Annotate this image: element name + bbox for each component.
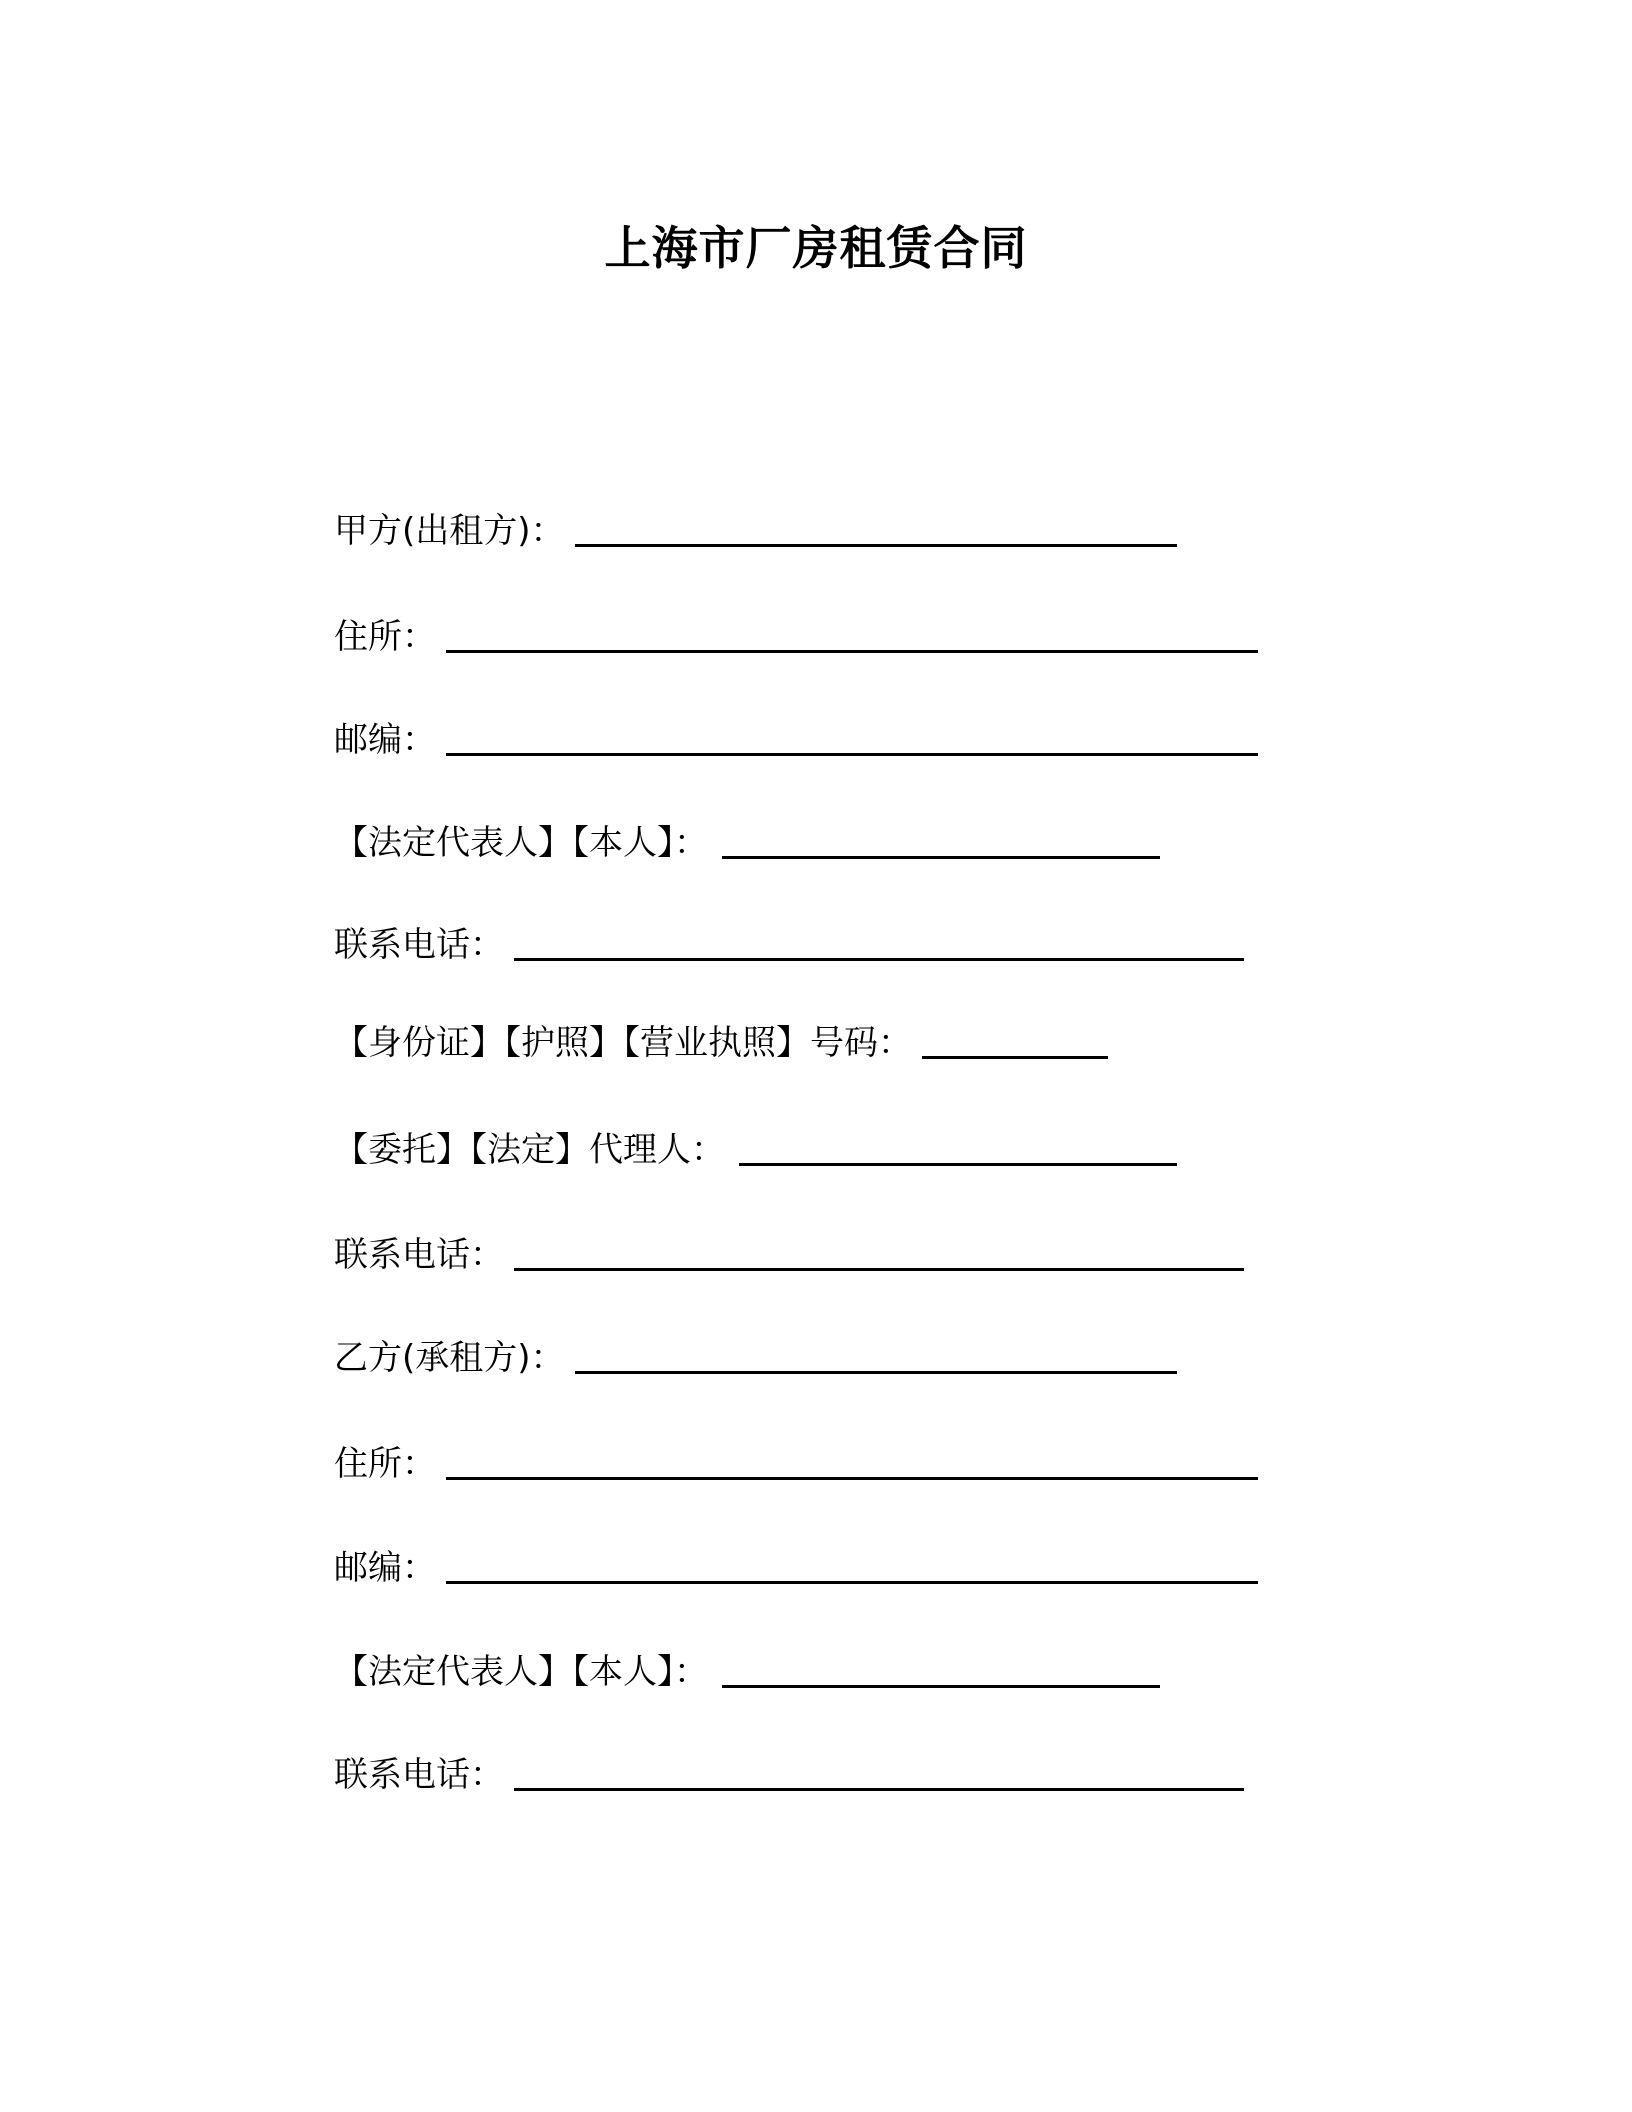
lessor-agent-phone-field	[334, 1227, 1244, 1277]
blank-line	[739, 1163, 1177, 1166]
lessor-address-field	[334, 609, 1258, 659]
field-label: 住所：	[334, 1444, 436, 1484]
blank-line	[575, 1371, 1177, 1374]
blank-line	[446, 650, 1258, 653]
field-label: 邮编：	[334, 720, 436, 760]
document-title: 上海市厂房租赁合同	[604, 221, 1028, 275]
field-label: 乙方(承租方)：	[334, 1338, 565, 1378]
blank-line	[514, 1268, 1244, 1271]
field-label: 甲方(出租方)：	[334, 511, 565, 551]
blank-line	[722, 856, 1160, 859]
lessor-agent-field	[334, 1122, 1177, 1172]
lessee-name-field	[334, 1330, 1177, 1380]
lessor-phone-field	[334, 917, 1244, 967]
field-label: 联系电话：	[334, 925, 504, 965]
blank-line	[922, 1056, 1108, 1059]
lessor-representative-field	[334, 815, 1160, 865]
lessee-phone-field	[334, 1747, 1244, 1797]
blank-line	[722, 1685, 1160, 1688]
blank-line	[514, 958, 1244, 961]
blank-line	[446, 1477, 1258, 1480]
lessor-id-number-field	[334, 1015, 1108, 1065]
field-label: 【法定代表人】【本人】：	[334, 1652, 708, 1692]
blank-line	[514, 1788, 1244, 1791]
lessee-postcode-field	[334, 1540, 1258, 1590]
blank-line	[446, 1581, 1258, 1584]
lessor-name-field	[334, 503, 1177, 553]
field-label: 邮编：	[334, 1548, 436, 1588]
blank-line	[446, 753, 1258, 756]
field-label: 联系电话：	[334, 1755, 504, 1795]
lessee-representative-field	[334, 1644, 1160, 1694]
field-label: 联系电话：	[334, 1235, 504, 1275]
field-label: 【委托】【法定】代理人：	[334, 1130, 725, 1170]
lessor-postcode-field	[334, 712, 1258, 762]
blank-line	[575, 544, 1177, 547]
field-label: 【身份证】【护照】【营业执照】号码：	[334, 1023, 912, 1063]
field-label: 【法定代表人】【本人】：	[334, 823, 708, 863]
lessee-address-field	[334, 1436, 1258, 1486]
field-label: 住所：	[334, 617, 436, 657]
